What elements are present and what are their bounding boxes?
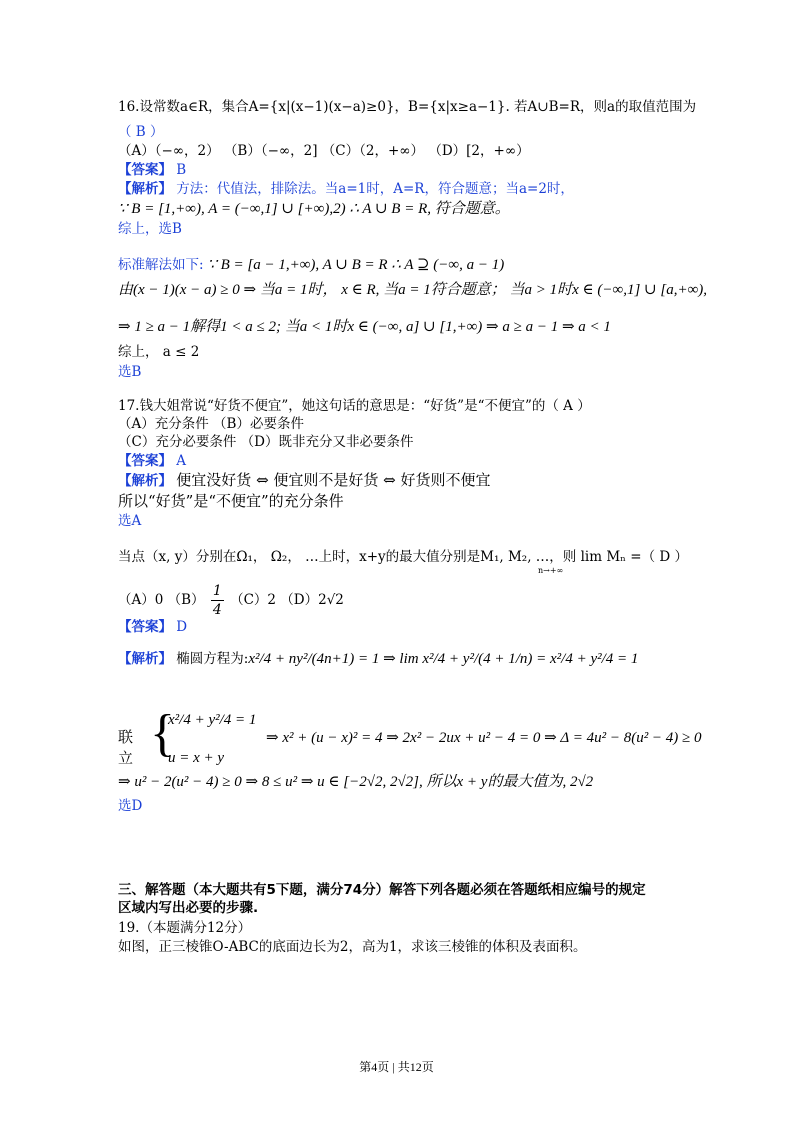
std-math: ∵ B = [a − 1,+∞), A ∪ B = R ∴ A ⊇ (−∞, a − 1) bbox=[203, 257, 505, 273]
q18-opt-rest: （C）2 （D）2√2 bbox=[230, 592, 344, 608]
q16-summary: 综上，选B bbox=[118, 221, 182, 237]
q17-options-cd: （C）充分必要条件 （D）既非充分又非必要条件 bbox=[118, 434, 414, 450]
system-result: ⇒ x² + (u − x)² = 4 ⇒ 2x² − 2ux + u² − 4 = 0 ⇒ Δ = 4u² − 8(u² − 4) ≥ 0 bbox=[266, 730, 702, 746]
q17-answer-row bbox=[118, 455, 186, 469]
analysis-text: 便宜没好货 ⇔ 便宜则不是好货 ⇔ 好货则不便宜 bbox=[176, 471, 491, 489]
analysis-tag: 【解析】 bbox=[118, 181, 172, 197]
q17-line2: 所以“好货”是“不便宜”的充分条件 bbox=[118, 492, 344, 510]
q19-body: 如图，正三棱锥O-ABC的底面边长为2，高为1，求该三棱锥的体积及表面积。 bbox=[118, 939, 587, 955]
left-brace: { bbox=[150, 705, 175, 762]
q16-answer-row bbox=[118, 164, 186, 178]
q18-lim-sub: n→+∞ bbox=[538, 566, 564, 575]
fraction-numerator: 1 bbox=[212, 583, 222, 599]
analysis-math: x²/4 + ny²/(4n+1) = 1 ⇒ lim x²/4 + y²/(4 + 1/n) = x²/4 + y²/4 = 1 bbox=[248, 651, 639, 667]
q18-answer-row bbox=[118, 621, 187, 635]
q16-line2: ∵ B = [1,+∞), A = (−∞,1] ∪ [+∞),2) ∴ A ∪ B = R, 符合题意。 bbox=[118, 201, 510, 217]
q17-stem: 17.钱大姐常说“好货不便宜”，她这句话的意思是：“好货”是“不便宜”的（ A ） bbox=[118, 398, 591, 414]
answer-tag: 【答案】 bbox=[118, 453, 172, 469]
analysis-text: 方法：代值法，排除法。当a=1时，A=R，符合题意；当a=2时， bbox=[176, 181, 574, 197]
q18-options bbox=[118, 582, 344, 619]
std-prefix: 标准解法如下: bbox=[118, 257, 204, 273]
q16-choose: 选B bbox=[118, 364, 142, 380]
q16-options: （A）（−∞，2） （B）（−∞，2] （C）（2，+∞） （D）[2，+∞） bbox=[118, 143, 530, 159]
q18-analysis-row bbox=[118, 652, 638, 667]
q18-opt-b-fraction bbox=[211, 582, 224, 619]
q16-std-line4: 综上， a ≤ 2 bbox=[118, 344, 200, 360]
q17-analysis-row bbox=[118, 473, 491, 489]
answer-tag: 【答案】 bbox=[118, 162, 172, 178]
system-eq1: x²/4 + y²/4 = 1 bbox=[168, 712, 257, 728]
q16-analysis-row bbox=[118, 183, 574, 197]
q16-std-row bbox=[118, 258, 504, 273]
answer-value: B bbox=[176, 162, 187, 178]
q16-std-line3: ⇒ 1 ≥ a − 1解得1 < a ≤ 2; 当a < 1时x ∈ (−∞, a] ∪ [1,+∞) ⇒ a ≥ a − 1 ⇒ a < 1 bbox=[118, 319, 611, 335]
q18-choose: 选D bbox=[118, 798, 143, 814]
q19-head: 19.（本题满分12分） bbox=[118, 920, 252, 936]
q16-stem: 16.设常数a∈R，集合A={x|(x−1)(x−a)≥0}，B={x|x≥a−1}. 若A∪B=R，则a的取值范围为 bbox=[118, 99, 697, 115]
system-eq2: u = x + y bbox=[168, 750, 225, 766]
q17-choose: 选A bbox=[118, 513, 142, 529]
section3-title-1: 三、解答题（本大题共有5下题，满分74分）解答下列各题必须在答题纸相应编号的规定 bbox=[118, 882, 646, 898]
q16-blank: （ B ） bbox=[118, 124, 164, 140]
q18-opt-a: （A）0 （B） bbox=[118, 592, 205, 608]
q16-std-line2: 由(x − 1)(x − a) ≥ 0 ⇒ 当a = 1时， x ∈ R, 当a = 1符合题意； 当a > 1时x ∈ (−∞,1] ∪ [a,+∞), bbox=[118, 282, 708, 298]
fraction-denominator: 4 bbox=[212, 602, 222, 618]
analysis-tag: 【解析】 bbox=[118, 473, 172, 489]
section3-title-2: 区域内写出必要的步骤. bbox=[118, 900, 259, 916]
answer-value: A bbox=[176, 453, 187, 469]
q18-stem-text: 当点（x, y）分别在Ω₁， Ω₂， …上时，x+y的最大值分别是M₁, M₂, …，则 lim Mₙ =（ D ） bbox=[118, 549, 688, 565]
q18-final-line: ⇒ u² − 2(u² − 4) ≥ 0 ⇒ 8 ≤ u² ⇒ u ∈ [−2√2, 2√2], 所以x + y的最大值为, 2√2 bbox=[118, 774, 594, 790]
q18-stem bbox=[118, 551, 688, 565]
analysis-tag: 【解析】 bbox=[118, 651, 172, 667]
system-prefix: 联立 bbox=[118, 730, 134, 767]
q17-options-ab: （A）充分条件 （B）必要条件 bbox=[118, 416, 304, 432]
page-footer: 第4页 | 共12页 bbox=[359, 1060, 434, 1074]
analysis-prefix: 椭圆方程为: bbox=[176, 651, 249, 667]
answer-tag: 【答案】 bbox=[118, 619, 172, 635]
answer-value: D bbox=[176, 619, 188, 635]
